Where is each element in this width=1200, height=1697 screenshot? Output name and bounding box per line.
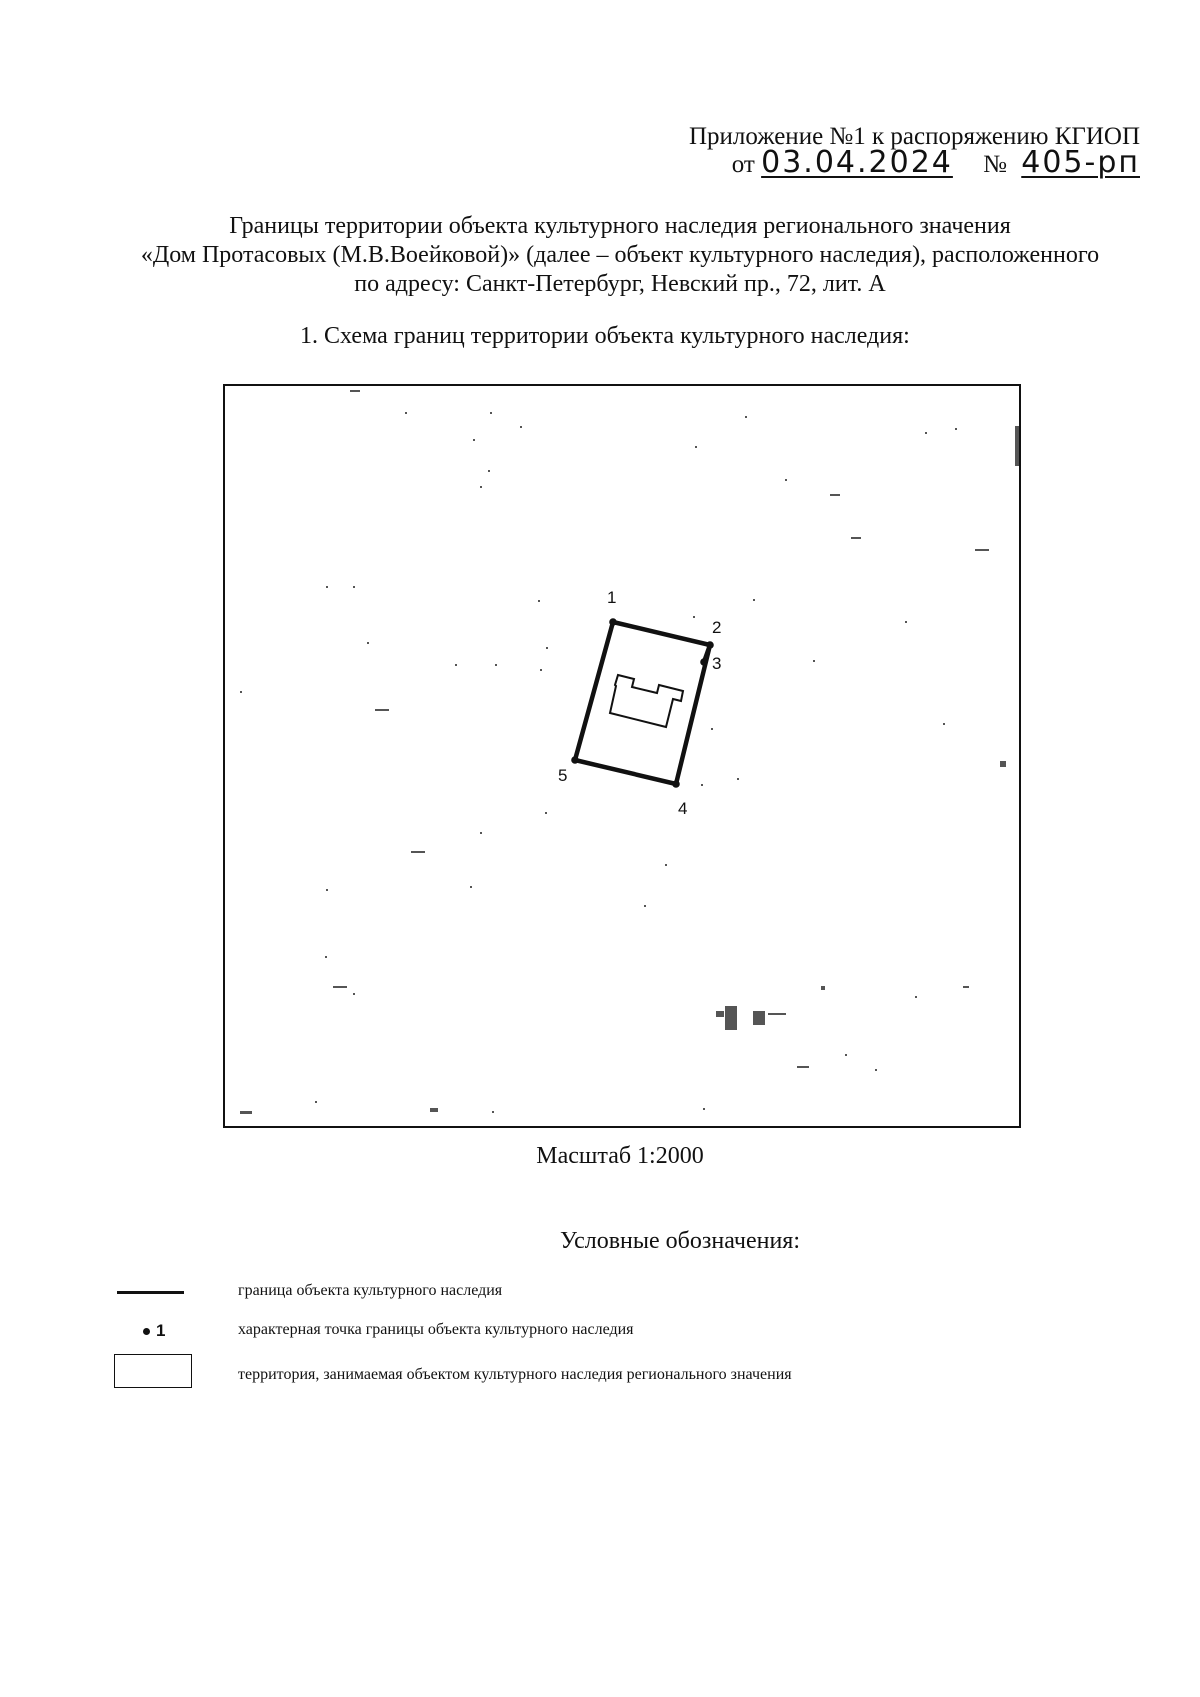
boundary-point-label-3: 3 xyxy=(712,654,722,673)
number-label: № xyxy=(983,151,1007,178)
legend-territory-rect-symbol xyxy=(114,1354,192,1388)
boundary-point-label-2: 2 xyxy=(712,618,722,637)
boundary-point-1 xyxy=(609,618,617,626)
boundary-polygon xyxy=(575,622,710,784)
point-dot-icon xyxy=(143,1328,150,1335)
date-prefix: от xyxy=(731,151,755,178)
boundary-point-3 xyxy=(700,658,708,666)
legend-point-symbol xyxy=(143,1321,165,1341)
order-line xyxy=(600,145,1140,180)
map-drawing xyxy=(225,386,1019,1126)
legend-point-symbol-label: 1 xyxy=(156,1321,166,1340)
boundary-point-label-1: 1 xyxy=(607,588,617,607)
boundary-point-2 xyxy=(706,641,714,649)
legend-title: Условные обозначения: xyxy=(559,1228,801,1254)
heritage-building-outline xyxy=(610,675,683,727)
boundary-point-label-4: 4 xyxy=(678,799,688,818)
map-speckles xyxy=(240,390,1019,1114)
order-number: 405-рп xyxy=(1021,145,1140,180)
boundary-point-4 xyxy=(672,780,680,788)
boundary-scheme-map xyxy=(223,384,1021,1128)
legend-item-boundary: граница объекта культурного наследия xyxy=(238,1282,503,1299)
boundary-point-label-5: 5 xyxy=(558,766,568,785)
scheme-heading: 1. Схема границ территории объекта культурного наследия: xyxy=(300,323,910,349)
legend-item-territory: территория, занимаемая объектом культурного наследия регионального значения xyxy=(238,1366,792,1383)
appendix-reference: Приложение №1 к распоряжению КГИОП xyxy=(688,123,1140,150)
title-line-3: по адресу: Санкт-Петербург, Невский пр., 72, лит. А xyxy=(354,271,886,297)
legend-item-point: характерная точка границы объекта культурного наследия xyxy=(238,1321,634,1338)
order-date: 03.04.2024 xyxy=(761,145,953,180)
title-line-2: «Дом Протасовых (М.В.Воейковой)» (далее – объект культурного наследия), расположенного xyxy=(140,242,1100,268)
legend-boundary-line-symbol xyxy=(117,1291,184,1294)
boundary-point-5 xyxy=(571,756,579,764)
title-line-1: Границы территории объекта культурного наследия регионального значения xyxy=(229,213,1011,239)
document-title xyxy=(100,212,1140,299)
map-scale: Масштаб 1:2000 xyxy=(536,1143,704,1169)
